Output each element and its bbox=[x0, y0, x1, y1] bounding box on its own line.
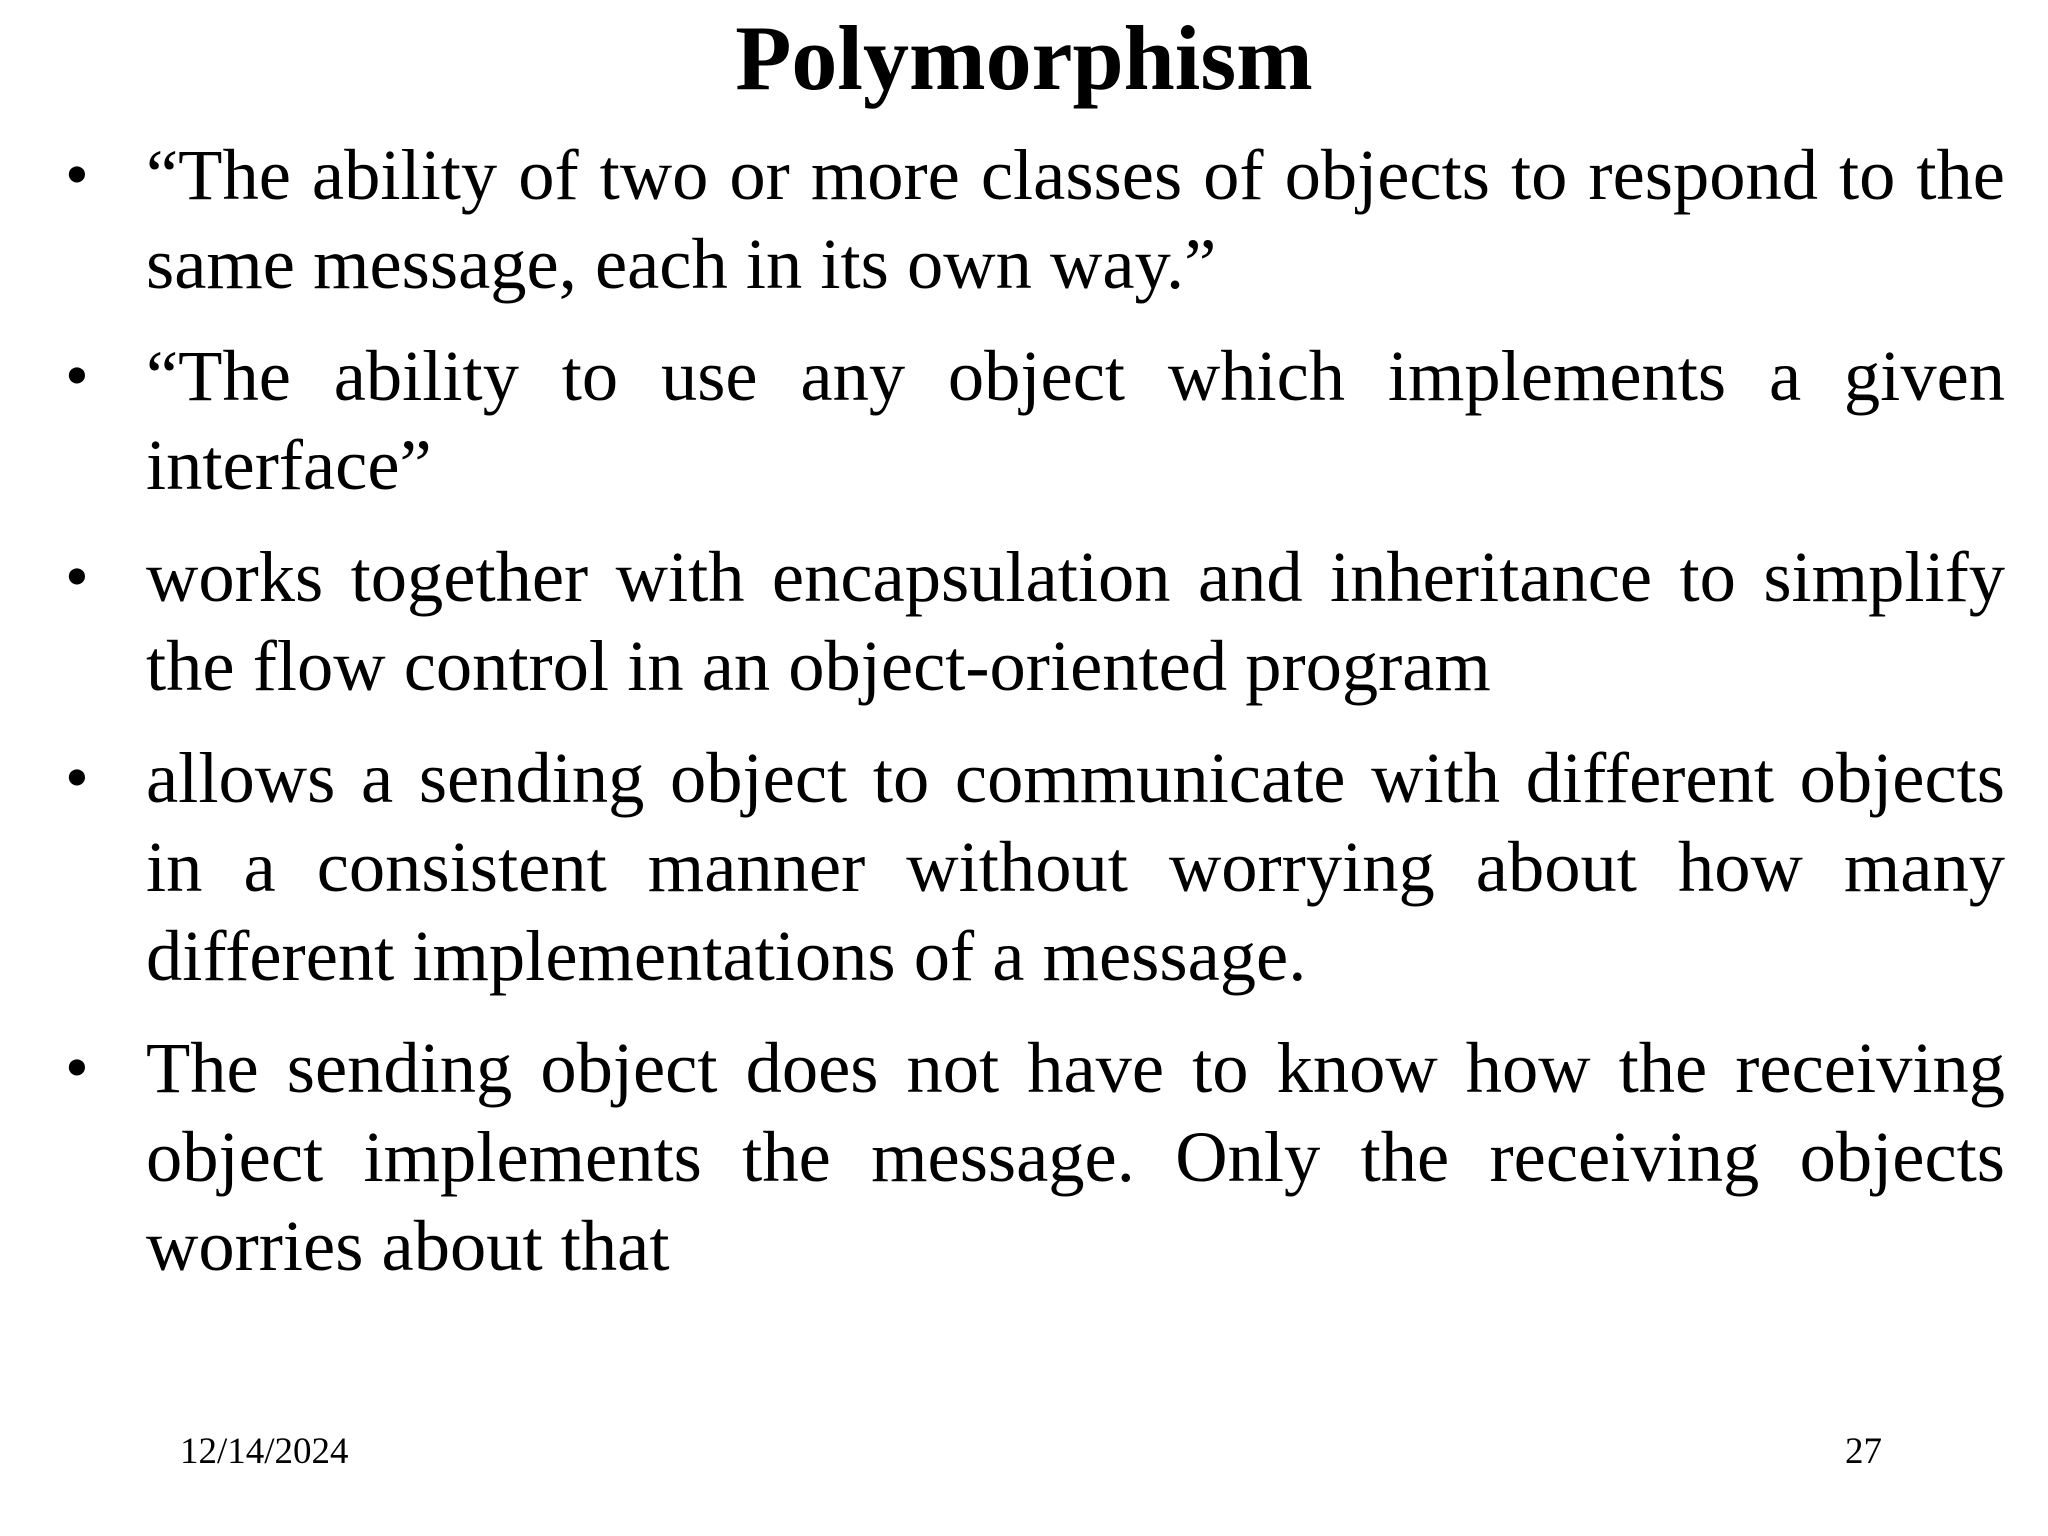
bullet-list bbox=[65, 130, 2005, 1313]
bullet-text: works together with encapsulation and inheritance to simplify the flow control in an object-oriented program bbox=[146, 536, 2005, 706]
bullet-text: allows a sending object to communicate with different objects in a consistent manner without worrying about how many different implementations of a message. bbox=[146, 737, 2005, 996]
bullet-marker: • bbox=[65, 136, 89, 212]
bullet-marker: • bbox=[65, 739, 89, 815]
bullet-item bbox=[65, 331, 2005, 509]
page-number: 27 bbox=[1845, 1431, 1882, 1472]
footer-date: 12/14/2024 bbox=[180, 1431, 349, 1472]
bullet-text: The sending object does not have to know how the receiving object implements the message. Only the receiving objects worries about that bbox=[146, 1027, 2005, 1286]
bullet-item bbox=[65, 130, 2005, 308]
bullet-item bbox=[65, 733, 2005, 1000]
bullet-marker: • bbox=[65, 1029, 89, 1105]
slide-title: Polymorphism bbox=[735, 7, 1313, 109]
bullet-item bbox=[65, 1023, 2005, 1290]
bullet-marker: • bbox=[65, 538, 89, 614]
bullet-marker: • bbox=[65, 337, 89, 413]
bullet-item bbox=[65, 532, 2005, 710]
bullet-text: “The ability of two or more classes of objects to respond to the same message, each in its own way.” bbox=[146, 134, 2005, 304]
bullet-text: “The ability to use any object which implements a given interface” bbox=[146, 335, 2005, 505]
